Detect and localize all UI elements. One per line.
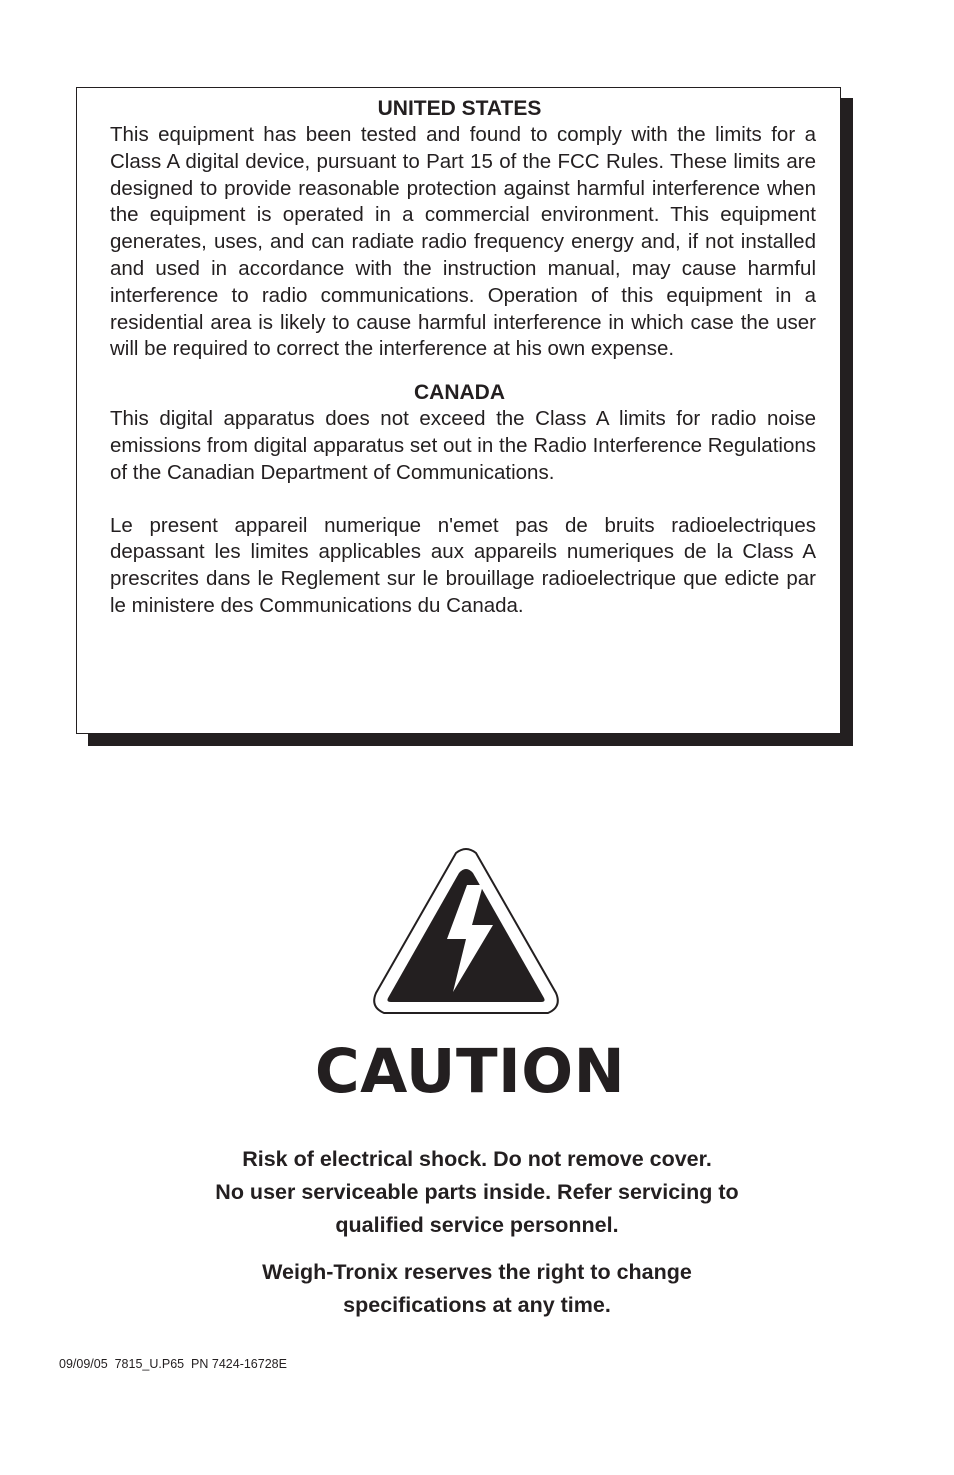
canada-notice-text-english: This digital apparatus does not exceed the Class A limits for radio noise emissions from digital apparatus set out in the Radio Interference Regulations of the Canadian Department of Communications. bbox=[110, 407, 816, 484]
caution-title: CAUTION bbox=[314, 1036, 626, 1107]
paragraph-spacer bbox=[110, 487, 816, 513]
united-states-notice-text: This equipment has been tested and found to comply with the limits for a Class A digital device, pursuant to Part 15 of the FCC Rules. These limits are designed to provide reasonable protection against harmful interference when the equipment is operated in a commercial environment. This equipment generates, uses, and can radiate radio frequency energy and, if not installed and used in accordance with the instruction manual, may cause harmful interference to radio communications. Operation of this equipment in a residential area is likely to cause harmful interference in which case the user will be required to correct the interference at his own expense. bbox=[110, 123, 816, 361]
warning-line: Risk of electrical shock. Do not remove cover. bbox=[242, 1147, 712, 1171]
disclaimer-line: specifications at any time. bbox=[343, 1293, 611, 1317]
electrical-hazard-triangle-icon bbox=[370, 847, 562, 1019]
specifications-disclaimer bbox=[0, 1256, 954, 1322]
regulatory-notice-box bbox=[76, 87, 841, 734]
electrical-warning-text bbox=[0, 1143, 954, 1242]
section-spacer bbox=[110, 363, 816, 380]
united-states-heading: UNITED STATES bbox=[377, 97, 542, 120]
warning-line: qualified service personnel. bbox=[335, 1213, 619, 1237]
canada-notice-text-french: Le present appareil numerique n'emet pas de bruits radioelectriques depassant les limites applicables aux appareils numeriques de la Class A prescrites dans le Reglement sur le brouillage radioelectrique que edicte par le ministere des Communications du Canada. bbox=[110, 513, 816, 617]
document-footer-code: 09/09/05 7815_U.P65 PN 7424-16728E bbox=[59, 1357, 287, 1371]
warning-line: No user serviceable parts inside. Refer servicing to bbox=[215, 1180, 739, 1204]
canada-heading: CANADA bbox=[414, 381, 505, 405]
disclaimer-line: Weigh-Tronix reserves the right to change bbox=[262, 1260, 692, 1284]
